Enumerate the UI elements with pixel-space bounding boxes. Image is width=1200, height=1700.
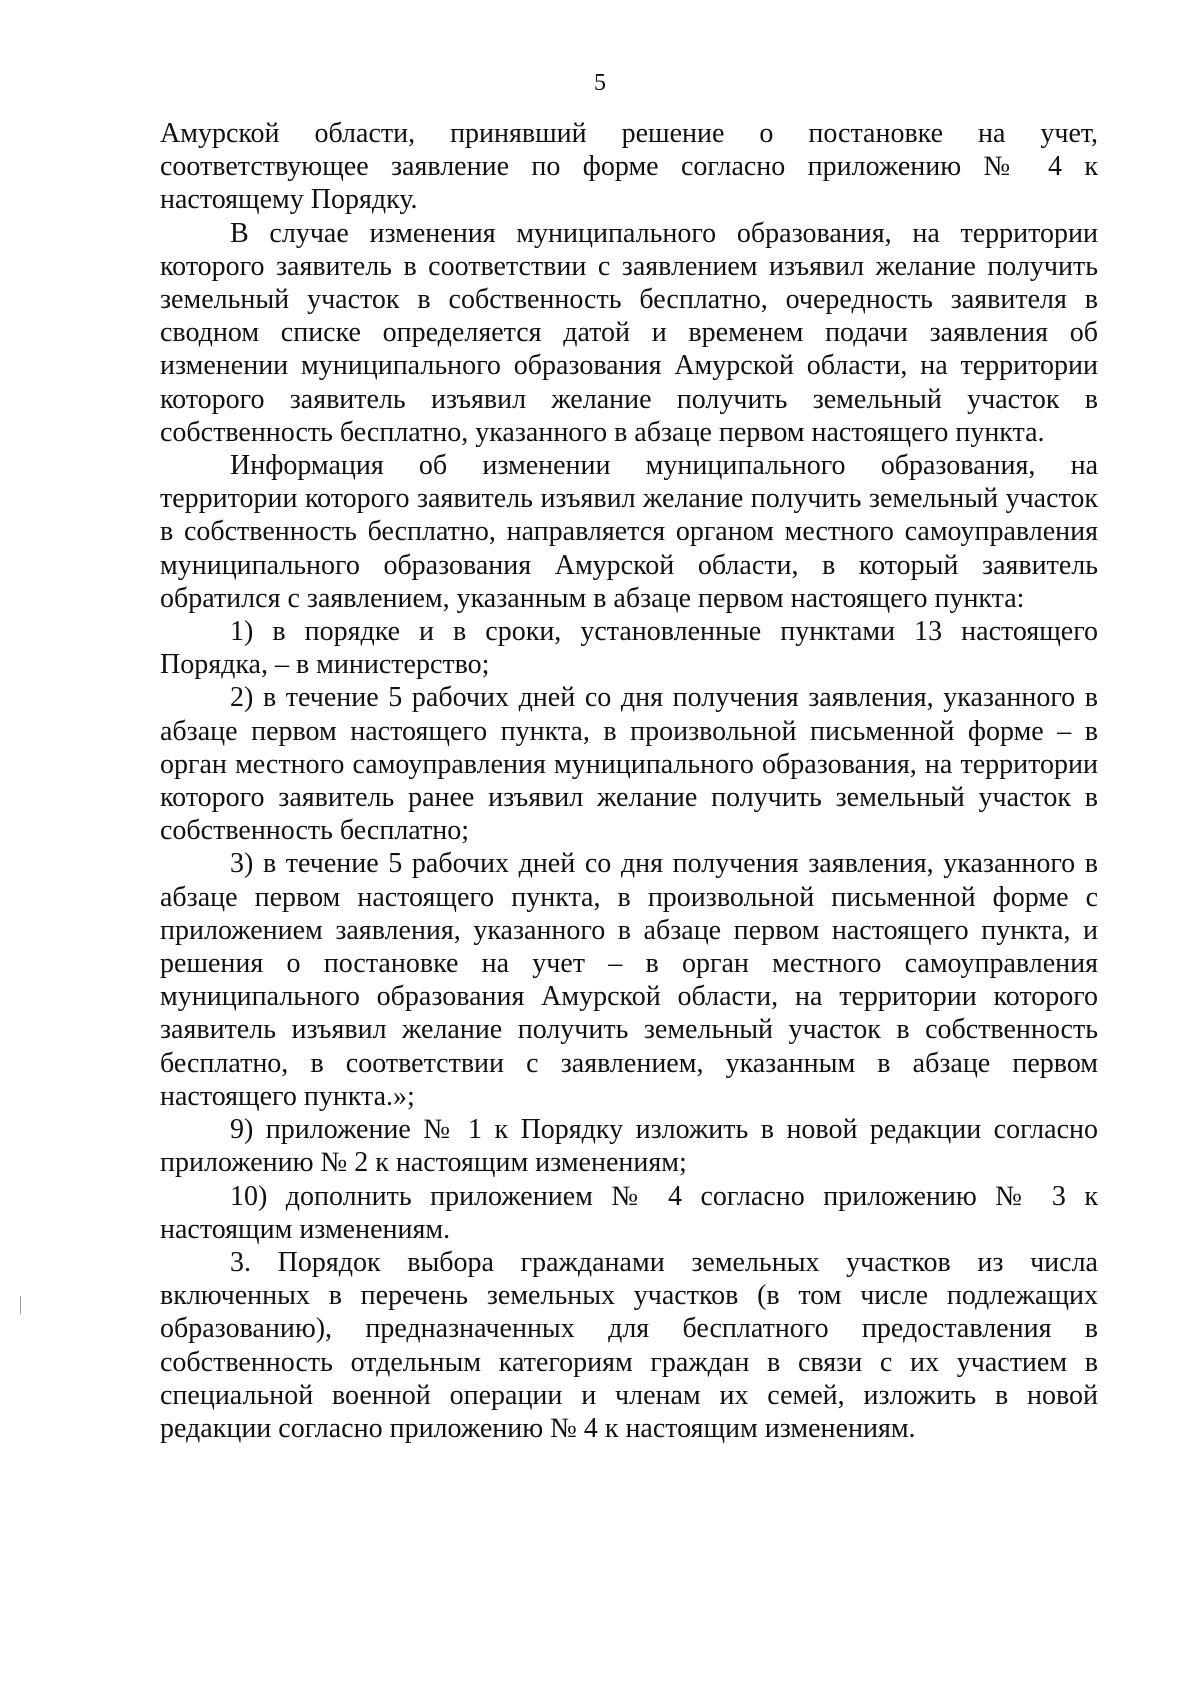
amendment-item-10: 10) дополнить приложением № 4 согласно приложению № 3 к настоящим изменениям. [160, 1180, 1098, 1245]
list-item-2: 2) в течение 5 рабочих дней со дня получения заявления, указанного в абзаце первом настоящего пункта, в произвольной письменной форме – в орган местного самоуправления муниципального образования, на территории которого заявитель ранее изъявил желание получить земельный участок в собственность бесплатно; [160, 682, 1098, 847]
list-item-1: 1) в порядке и в сроки, установленные пунктами 13 настоящего Порядка, – в министерство; [160, 616, 1098, 681]
paragraph-continuation: Амурской области, принявший решение о постановке на учет, соответствующее заявление по форме согласно приложению № 4 к настоящему Порядку. [160, 118, 1098, 216]
amendment-item-9: 9) приложение № 1 к Порядку изложить в новой редакции согласно приложению № 2 к настоящим изменениям; [160, 1114, 1098, 1179]
paragraph-information-sending: Информация об изменении муниципального образования, на территории которого заявитель изъявил желание получить земельный участок в собственность бесплатно, направляется органом местного самоуправления муниципального образования Амурской области, в который заявитель обратился с заявлением, указанным в абзаце первом настоящего пункта: [160, 450, 1098, 614]
paragraph-municipality-change: В случае изменения муниципального образования, на территории которого заявитель в соответствии с заявлением изъявил желание получить земельный участок в собственность бесплатно, очередность заявителя в сводном списке определяется датой и временем подачи заявления об изменении муниципального образования Амурской области, на территории которого заявитель изъявил желание получить земельный участок в собственность бесплатно, указанного в абзаце первом настоящего пункта. [160, 217, 1098, 448]
list-item-3: 3) в течение 5 рабочих дней со дня получения заявления, указанного в абзаце первом настоящего пункта, в произвольной письменной форме с приложением заявления, указанного в абзаце первом настоящего пункта, и решения о постановке на учет – в орган местного самоуправления муниципального образования Амурской области, на территории которого заявитель изъявил желание получить земельный участок в собственность бесплатно, в соответствии с заявлением, указанным в абзаце первом настоящего пункта.»; [160, 848, 1098, 1112]
section-3-paragraph: 3. Порядок выбора гражданами земельных участков из числа включенных в перечень земельных участков (в том числе подлежащих образованию), предназначенных для бесплатного предоставления в собственность отдельным категориям граждан в связи с их участием в специальной военной операции и членам их семей, изложить в новой редакции согласно приложению № 4 к настоящим изменениям. [160, 1246, 1098, 1444]
page-number: 5 [594, 70, 606, 96]
document-body [160, 117, 1098, 1445]
scan-mark [20, 1296, 21, 1314]
